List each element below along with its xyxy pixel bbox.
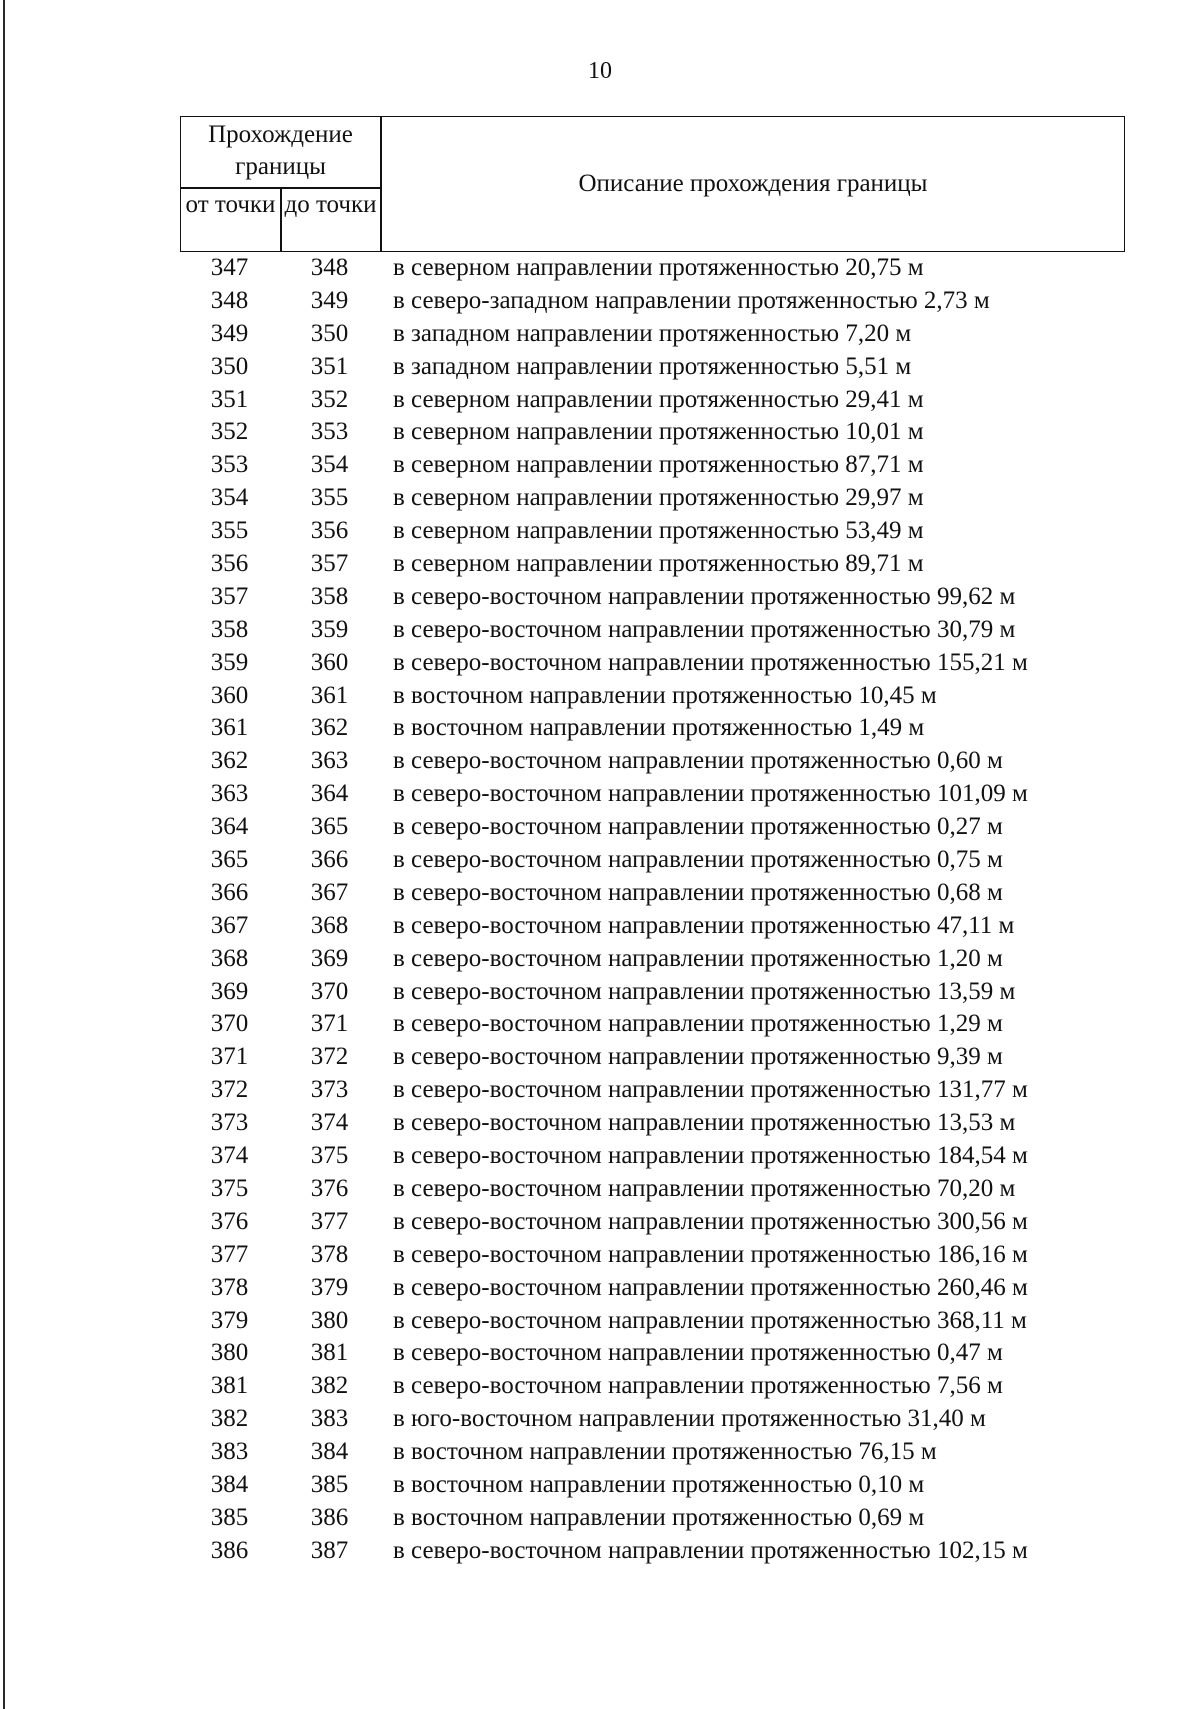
to-point-cell: 362 bbox=[310, 714, 349, 742]
description-cell: в северо-восточном направлении протяженностью 7,56 м bbox=[393, 1372, 1003, 1400]
header-from-point: от точки bbox=[185, 191, 276, 218]
description-cell: в северо-восточном направлении протяженностью 0,27 м bbox=[393, 813, 1003, 841]
description-cell: в северо-восточном направлении протяженностью 300,56 м bbox=[393, 1207, 1028, 1235]
table-row bbox=[180, 1173, 1140, 1206]
from-point-cell: 368 bbox=[210, 944, 249, 972]
description-cell: в северном направлении протяженностью 89,71 м bbox=[393, 550, 924, 578]
to-point-cell: 361 bbox=[310, 681, 349, 709]
to-point-cell: 386 bbox=[310, 1503, 349, 1531]
to-point-cell: 378 bbox=[310, 1240, 349, 1268]
description-cell: в северо-восточном направлении протяженностью 186,16 м bbox=[393, 1240, 1028, 1268]
description-cell: в юго-восточном направлении протяженностью 31,40 м bbox=[393, 1405, 986, 1433]
from-point-cell: 359 bbox=[210, 648, 249, 676]
table-row bbox=[180, 1140, 1140, 1173]
description-cell: в восточном направлении протяженностью 1,49 м bbox=[393, 714, 925, 742]
table-row bbox=[180, 581, 1140, 614]
description-cell: в северо-восточном направлении протяженностью 101,09 м bbox=[393, 780, 1028, 808]
table-row bbox=[180, 712, 1140, 745]
from-point-cell: 369 bbox=[210, 977, 249, 1005]
to-point-cell: 349 bbox=[310, 286, 349, 314]
to-point-cell: 375 bbox=[310, 1142, 349, 1170]
from-point-cell: 364 bbox=[210, 813, 249, 841]
from-point-cell: 350 bbox=[210, 352, 249, 380]
to-point-cell: 379 bbox=[310, 1273, 349, 1301]
description-cell: в северном направлении протяженностью 87,71 м bbox=[393, 451, 924, 479]
table-row bbox=[180, 1436, 1140, 1469]
description-cell: в северо-восточном направлении протяженностью 13,59 м bbox=[393, 977, 1016, 1005]
to-point-cell: 358 bbox=[310, 582, 349, 610]
table-row bbox=[180, 943, 1140, 976]
from-point-cell: 386 bbox=[210, 1536, 249, 1564]
description-cell: в северо-восточном направлении протяженностью 260,46 м bbox=[393, 1273, 1028, 1301]
to-point-cell: 354 bbox=[310, 451, 349, 479]
header-description bbox=[382, 117, 1124, 251]
from-point-cell: 370 bbox=[210, 1010, 249, 1038]
description-cell: в северо-западном направлении протяженностью 2,73 м bbox=[393, 286, 990, 314]
table-row bbox=[180, 1370, 1140, 1403]
to-point-cell: 359 bbox=[310, 615, 349, 643]
table-row bbox=[180, 1107, 1140, 1140]
description-cell: в северо-восточном направлении протяженностью 0,75 м bbox=[393, 846, 1003, 874]
description-cell: в северо-восточном направлении протяженностью 102,15 м bbox=[393, 1536, 1028, 1564]
table-row bbox=[180, 1469, 1140, 1502]
description-cell: в северо-восточном направлении протяженностью 99,62 м bbox=[393, 582, 1016, 610]
description-cell: в северном направлении протяженностью 53,49 м bbox=[393, 517, 924, 545]
table-row bbox=[180, 285, 1140, 318]
description-cell: в северо-восточном направлении протяженностью 1,20 м bbox=[393, 944, 1003, 972]
to-point-cell: 372 bbox=[310, 1043, 349, 1071]
to-point-cell: 385 bbox=[310, 1470, 349, 1498]
table-row bbox=[180, 1272, 1140, 1305]
description-cell: в северо-восточном направлении протяженностью 131,77 м bbox=[393, 1076, 1028, 1104]
page-number: 10 bbox=[588, 58, 612, 84]
to-point-cell: 376 bbox=[310, 1174, 349, 1202]
to-point-cell: 360 bbox=[310, 648, 349, 676]
description-cell: в северном направлении протяженностью 20,75 м bbox=[393, 254, 924, 281]
to-point-cell: 353 bbox=[310, 418, 349, 446]
from-point-cell: 372 bbox=[210, 1076, 249, 1104]
description-cell: в северо-восточном направлении протяженностью 70,20 м bbox=[393, 1174, 1016, 1202]
description-cell: в западном направлении протяженностью 5,51 м bbox=[393, 352, 912, 380]
from-point-cell: 378 bbox=[210, 1273, 249, 1301]
from-point-cell: 373 bbox=[210, 1109, 249, 1137]
description-cell: в восточном направлении протяженностью 10,45 м bbox=[393, 681, 937, 709]
table-row bbox=[180, 614, 1140, 647]
table-row bbox=[180, 318, 1140, 351]
to-point-cell: 351 bbox=[310, 352, 349, 380]
to-point-cell: 355 bbox=[310, 484, 349, 512]
table-row bbox=[180, 1403, 1140, 1436]
description-cell: в северо-восточном направлении протяженностью 0,47 м bbox=[393, 1339, 1003, 1367]
from-point-cell: 382 bbox=[210, 1405, 249, 1433]
to-point-cell: 377 bbox=[310, 1207, 349, 1235]
description-cell: в северном направлении протяженностью 29,97 м bbox=[393, 484, 924, 512]
from-point-cell: 374 bbox=[210, 1142, 249, 1170]
description-cell: в северо-восточном направлении протяженностью 9,39 м bbox=[393, 1043, 1003, 1071]
scan-edge bbox=[3, 0, 5, 1709]
to-point-cell: 368 bbox=[310, 911, 349, 939]
to-point-cell: 367 bbox=[310, 878, 349, 906]
from-point-cell: 353 bbox=[210, 451, 249, 479]
from-point-cell: 362 bbox=[210, 747, 249, 775]
to-point-cell: 380 bbox=[310, 1306, 349, 1334]
table-row bbox=[180, 1535, 1140, 1568]
description-cell: в северном направлении протяженностью 29,41 м bbox=[393, 385, 924, 413]
description-cell: в северо-восточном направлении протяженностью 1,29 м bbox=[393, 1010, 1003, 1038]
table-row bbox=[180, 910, 1140, 943]
description-cell: в северо-восточном направлении протяженностью 155,21 м bbox=[393, 648, 1028, 676]
to-point-cell: 350 bbox=[310, 319, 349, 347]
from-point-cell: 377 bbox=[210, 1240, 249, 1268]
from-point-cell: 375 bbox=[210, 1174, 249, 1202]
table-row bbox=[180, 877, 1140, 910]
table-row bbox=[180, 1206, 1140, 1239]
description-cell: в северо-восточном направлении протяженностью 13,53 м bbox=[393, 1109, 1016, 1137]
to-point-cell: 366 bbox=[310, 846, 349, 874]
to-point-cell: 387 bbox=[310, 1536, 349, 1564]
from-point-cell: 354 bbox=[210, 484, 249, 512]
table-row bbox=[180, 778, 1140, 811]
table-row bbox=[180, 482, 1140, 515]
from-point-cell: 363 bbox=[210, 780, 249, 808]
to-point-cell: 373 bbox=[310, 1076, 349, 1104]
from-point-cell: 357 bbox=[210, 582, 249, 610]
to-point-cell: 356 bbox=[310, 517, 349, 545]
description-cell: в северо-восточном направлении протяженностью 0,60 м bbox=[393, 747, 1003, 775]
to-point-cell: 365 bbox=[310, 813, 349, 841]
table-row bbox=[180, 548, 1140, 581]
to-point-cell: 383 bbox=[310, 1405, 349, 1433]
from-point-cell: 356 bbox=[210, 550, 249, 578]
to-point-cell: 352 bbox=[310, 385, 349, 413]
header-group-label: Прохождение границы bbox=[208, 121, 353, 180]
table-row bbox=[180, 1305, 1140, 1338]
table-row bbox=[180, 1337, 1140, 1370]
from-point-cell: 385 bbox=[210, 1503, 249, 1531]
to-point-cell: 374 bbox=[310, 1109, 349, 1137]
from-point-cell: 367 bbox=[210, 911, 249, 939]
from-point-cell: 383 bbox=[210, 1438, 249, 1466]
from-point-cell: 358 bbox=[210, 615, 249, 643]
to-point-cell: 357 bbox=[310, 550, 349, 578]
description-cell: в восточном направлении протяженностью 0,69 м bbox=[393, 1503, 925, 1531]
table-body bbox=[180, 252, 1140, 1568]
table-row bbox=[180, 449, 1140, 482]
from-point-cell: 381 bbox=[210, 1372, 249, 1400]
from-point-cell: 384 bbox=[210, 1470, 249, 1498]
from-point-cell: 349 bbox=[210, 319, 249, 347]
from-point-cell: 351 bbox=[210, 385, 249, 413]
from-point-cell: 348 bbox=[210, 286, 249, 314]
to-point-cell: 381 bbox=[310, 1339, 349, 1367]
to-point-cell: 364 bbox=[310, 780, 349, 808]
table-row bbox=[180, 647, 1140, 680]
from-point-cell: 371 bbox=[210, 1043, 249, 1071]
table-row bbox=[180, 384, 1140, 417]
to-point-cell: 369 bbox=[310, 944, 349, 972]
description-cell: в северо-восточном направлении протяженностью 47,11 м bbox=[393, 911, 1015, 939]
table-row bbox=[180, 1008, 1140, 1041]
from-point-cell: 379 bbox=[210, 1306, 249, 1334]
from-point-cell: 380 bbox=[210, 1339, 249, 1367]
table-row bbox=[180, 1239, 1140, 1272]
to-point-cell: 370 bbox=[310, 977, 349, 1005]
table-row bbox=[180, 745, 1140, 778]
from-point-cell: 352 bbox=[210, 418, 249, 446]
description-cell: в западном направлении протяженностью 7,20 м bbox=[393, 319, 912, 347]
description-cell: в северном направлении протяженностью 10,01 м bbox=[393, 418, 924, 446]
table-row bbox=[180, 844, 1140, 877]
header-description-label: Описание прохождения границы bbox=[578, 170, 928, 197]
to-point-cell: 384 bbox=[310, 1438, 349, 1466]
to-point-cell: 363 bbox=[310, 747, 349, 775]
description-cell: в восточном направлении протяженностью 0,10 м bbox=[393, 1470, 925, 1498]
table-row bbox=[180, 680, 1140, 713]
table-row bbox=[180, 1074, 1140, 1107]
table-row bbox=[180, 1041, 1140, 1074]
from-point-cell: 376 bbox=[210, 1207, 249, 1235]
table-row bbox=[180, 515, 1140, 548]
table-row bbox=[180, 976, 1140, 1009]
from-point-cell: 361 bbox=[210, 714, 249, 742]
description-cell: в северо-восточном направлении протяженностью 368,11 м bbox=[393, 1306, 1027, 1334]
description-cell: в восточном направлении протяженностью 76,15 м bbox=[393, 1438, 937, 1466]
table-row bbox=[180, 811, 1140, 844]
header-to-point: до точки bbox=[284, 191, 377, 218]
table-row bbox=[180, 252, 1140, 285]
from-point-cell: 360 bbox=[210, 681, 249, 709]
from-point-cell: 365 bbox=[210, 846, 249, 874]
from-point-cell: 366 bbox=[210, 878, 249, 906]
from-point-cell: 355 bbox=[210, 517, 249, 545]
to-point-cell: 348 bbox=[310, 254, 349, 281]
description-cell: в северо-восточном направлении протяженностью 30,79 м bbox=[393, 615, 1016, 643]
from-point-cell: 347 bbox=[210, 254, 249, 281]
table-row bbox=[180, 416, 1140, 449]
to-point-cell: 382 bbox=[310, 1372, 349, 1400]
description-cell: в северо-восточном направлении протяженностью 0,68 м bbox=[393, 878, 1003, 906]
table-row bbox=[180, 351, 1140, 384]
description-cell: в северо-восточном направлении протяженностью 184,54 м bbox=[393, 1142, 1028, 1170]
table-row bbox=[180, 1502, 1140, 1535]
table-header bbox=[180, 116, 1125, 252]
to-point-cell: 371 bbox=[310, 1010, 349, 1038]
